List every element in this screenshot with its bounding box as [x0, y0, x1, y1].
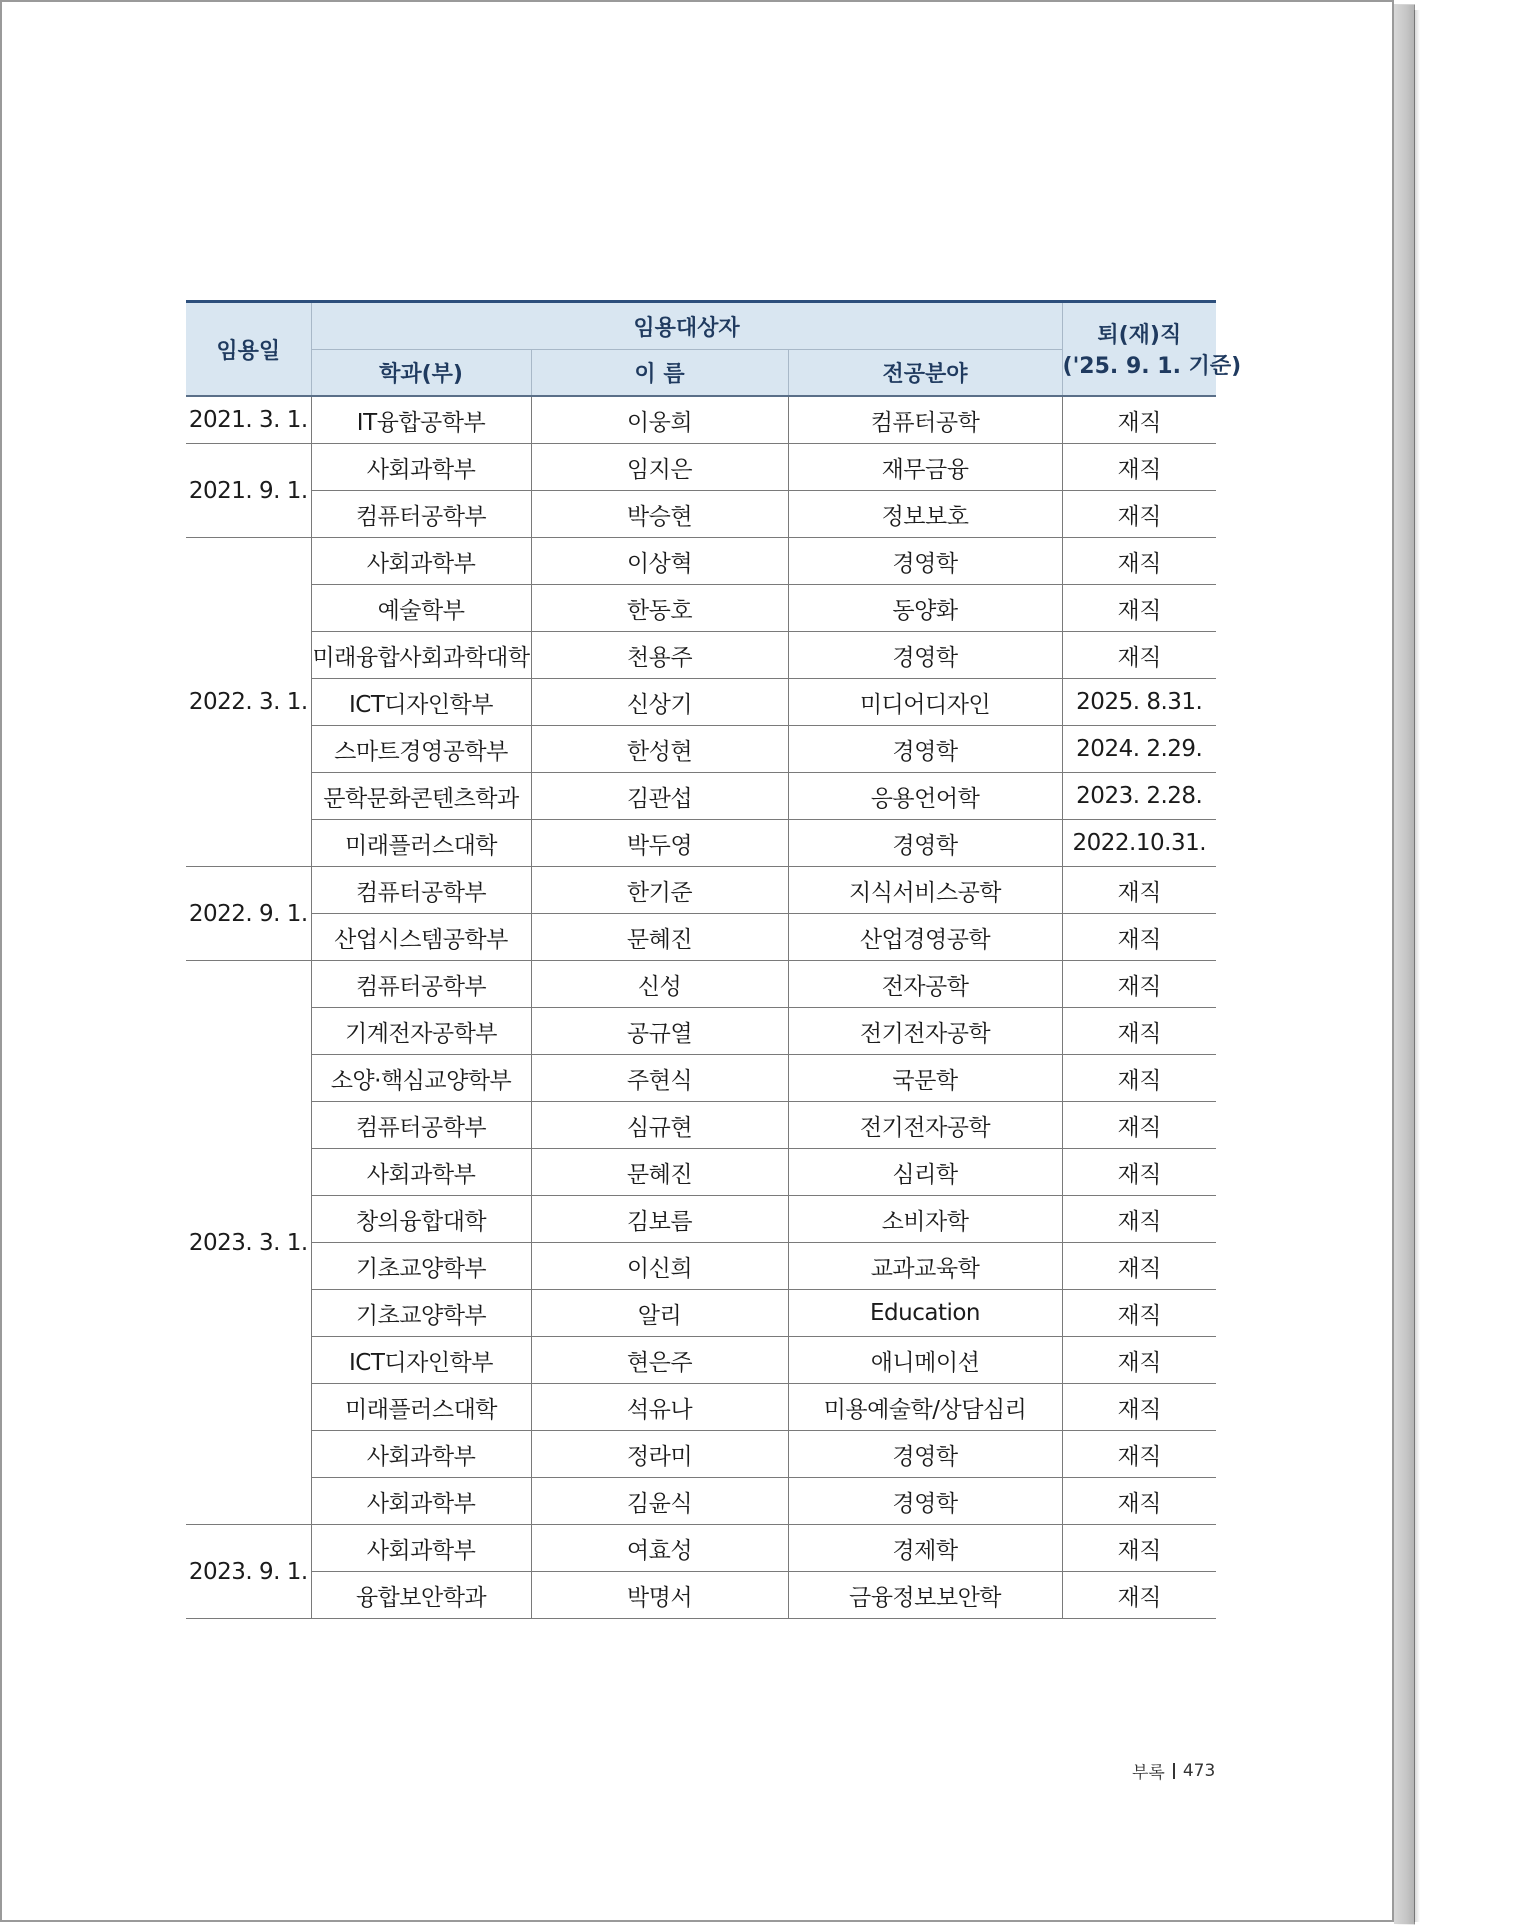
- cell-department: 기계전자공학부: [311, 1008, 531, 1055]
- table-body: [186, 396, 1216, 1619]
- appointment-table: [186, 300, 1242, 1619]
- cell-name: 한기준: [531, 867, 788, 914]
- cell-field: Education: [788, 1290, 1062, 1337]
- table-row: [186, 1243, 1216, 1290]
- cell-department: 사회과학부: [311, 1149, 531, 1196]
- cell-field: 심리학: [788, 1149, 1062, 1196]
- table-row: [186, 1055, 1216, 1102]
- cell-name: 공규열: [531, 1008, 788, 1055]
- cell-appointment-date: 2021. 3. 1.: [186, 396, 311, 444]
- cell-status: 2025. 8.31.: [1062, 679, 1216, 726]
- page-shadow: [1414, 10, 1420, 1922]
- cell-field: 경제학: [788, 1525, 1062, 1572]
- table-row: [186, 773, 1216, 820]
- table-row: [186, 914, 1216, 961]
- cell-status: 재직: [1062, 1337, 1216, 1384]
- table-row: [186, 444, 1216, 491]
- cell-status: 재직: [1062, 1008, 1216, 1055]
- cell-department: 기초교양학부: [311, 1243, 531, 1290]
- header-department: 학과(부): [311, 350, 531, 397]
- cell-status: 재직: [1062, 1102, 1216, 1149]
- cell-name: 알리: [531, 1290, 788, 1337]
- cell-field: 경영학: [788, 632, 1062, 679]
- cell-status: 2022.10.31.: [1062, 820, 1216, 867]
- cell-field: 경영학: [788, 820, 1062, 867]
- page-footer: [1132, 1758, 1215, 1783]
- cell-appointment-date: 2022. 3. 1.: [186, 538, 311, 867]
- cell-department: 창의융합대학: [311, 1196, 531, 1243]
- cell-department: 컴퓨터공학부: [311, 1102, 531, 1149]
- cell-name: 한성현: [531, 726, 788, 773]
- cell-department: 사회과학부: [311, 444, 531, 491]
- cell-field: 전자공학: [788, 961, 1062, 1008]
- cell-status: 재직: [1062, 867, 1216, 914]
- cell-name: 김윤식: [531, 1478, 788, 1525]
- header-status: [1062, 302, 1242, 397]
- cell-department: 스마트경영공학부: [311, 726, 531, 773]
- cell-status: 재직: [1062, 1478, 1216, 1525]
- cell-name: 이웅희: [531, 396, 788, 444]
- cell-department: 사회과학부: [311, 538, 531, 585]
- cell-name: 신성: [531, 961, 788, 1008]
- cell-field: 응용언어학: [788, 773, 1062, 820]
- table-row: [186, 538, 1216, 585]
- cell-name: 이상혁: [531, 538, 788, 585]
- cell-field: 경영학: [788, 726, 1062, 773]
- table-row: [186, 1384, 1216, 1431]
- cell-appointment-date: 2021. 9. 1.: [186, 444, 311, 538]
- cell-status: 재직: [1062, 491, 1216, 538]
- table-row: [186, 491, 1216, 538]
- cell-field: 정보보호: [788, 491, 1062, 538]
- table-row: [186, 1196, 1216, 1243]
- cell-status: 2023. 2.28.: [1062, 773, 1216, 820]
- cell-name: 박명서: [531, 1572, 788, 1619]
- cell-field: 교과교육학: [788, 1243, 1062, 1290]
- table-row: [186, 867, 1216, 914]
- cell-field: 미용예술학/상담심리: [788, 1384, 1062, 1431]
- cell-department: 산업시스템공학부: [311, 914, 531, 961]
- cell-department: 미래플러스대학: [311, 1384, 531, 1431]
- cell-field: 경영학: [788, 1478, 1062, 1525]
- cell-field: 전기전자공학: [788, 1102, 1062, 1149]
- cell-status: 재직: [1062, 1055, 1216, 1102]
- footer-section: 부록: [1132, 1763, 1165, 1783]
- table-row: [186, 679, 1216, 726]
- footer-divider: [1173, 1763, 1175, 1779]
- table-header: [186, 302, 1242, 397]
- cell-field: 동양화: [788, 585, 1062, 632]
- header-status-line1: 퇴(재)직: [1097, 323, 1182, 348]
- cell-field: 컴퓨터공학: [788, 396, 1062, 444]
- header-date: 임용일: [186, 302, 311, 397]
- cell-department: 예술학부: [311, 585, 531, 632]
- cell-appointment-date: 2023. 9. 1.: [186, 1525, 311, 1619]
- table-row: [186, 961, 1216, 1008]
- cell-field: 금융정보보안학: [788, 1572, 1062, 1619]
- cell-name: 문혜진: [531, 1149, 788, 1196]
- table-row: [186, 1525, 1216, 1572]
- cell-name: 문혜진: [531, 914, 788, 961]
- cell-name: 여효성: [531, 1525, 788, 1572]
- cell-name: 심규현: [531, 1102, 788, 1149]
- cell-name: 신상기: [531, 679, 788, 726]
- cell-status: 2024. 2.29.: [1062, 726, 1216, 773]
- cell-department: 컴퓨터공학부: [311, 961, 531, 1008]
- table-row: [186, 1431, 1216, 1478]
- cell-field: 애니메이션: [788, 1337, 1062, 1384]
- cell-status: 재직: [1062, 444, 1216, 491]
- cell-department: 사회과학부: [311, 1478, 531, 1525]
- cell-department: 융합보안학과: [311, 1572, 531, 1619]
- cell-department: 미래플러스대학: [311, 820, 531, 867]
- table-row: [186, 1337, 1216, 1384]
- cell-status: 재직: [1062, 1149, 1216, 1196]
- table-row: [186, 585, 1216, 632]
- cell-department: IT융합공학부: [311, 396, 531, 444]
- header-name: 이 름: [531, 350, 788, 397]
- cell-name: 주현식: [531, 1055, 788, 1102]
- table-row: [186, 726, 1216, 773]
- page-stack-edge: [1394, 4, 1415, 1924]
- table-row: [186, 1149, 1216, 1196]
- cell-department: 기초교양학부: [311, 1290, 531, 1337]
- cell-department: 컴퓨터공학부: [311, 867, 531, 914]
- cell-status: 재직: [1062, 538, 1216, 585]
- cell-status: 재직: [1062, 396, 1216, 444]
- cell-name: 천용주: [531, 632, 788, 679]
- cell-department: 컴퓨터공학부: [311, 491, 531, 538]
- cell-appointment-date: 2022. 9. 1.: [186, 867, 311, 961]
- header-status-line2: ('25. 9. 1. 기준): [1062, 354, 1242, 379]
- table-row: [186, 1290, 1216, 1337]
- table-row: [186, 1102, 1216, 1149]
- cell-name: 김관섭: [531, 773, 788, 820]
- header-appointee-group: 임용대상자: [311, 302, 1062, 350]
- cell-name: 정라미: [531, 1431, 788, 1478]
- header-field: 전공분야: [788, 350, 1062, 397]
- cell-field: 산업경영공학: [788, 914, 1062, 961]
- cell-status: 재직: [1062, 1572, 1216, 1619]
- cell-status: 재직: [1062, 585, 1216, 632]
- cell-field: 미디어디자인: [788, 679, 1062, 726]
- cell-status: 재직: [1062, 1431, 1216, 1478]
- cell-status: 재직: [1062, 1525, 1216, 1572]
- cell-field: 경영학: [788, 538, 1062, 585]
- table-row: [186, 632, 1216, 679]
- cell-department: 미래융합사회과학대학: [311, 632, 531, 679]
- cell-status: 재직: [1062, 961, 1216, 1008]
- cell-department: ICT디자인학부: [311, 679, 531, 726]
- table-row: [186, 396, 1216, 444]
- cell-status: 재직: [1062, 914, 1216, 961]
- cell-field: 경영학: [788, 1431, 1062, 1478]
- cell-department: 소양·핵심교양학부: [311, 1055, 531, 1102]
- cell-department: 사회과학부: [311, 1525, 531, 1572]
- cell-field: 소비자학: [788, 1196, 1062, 1243]
- table-row: [186, 1572, 1216, 1619]
- table-row: [186, 1478, 1216, 1525]
- cell-department: ICT디자인학부: [311, 1337, 531, 1384]
- cell-name: 임지은: [531, 444, 788, 491]
- cell-name: 현은주: [531, 1337, 788, 1384]
- cell-field: 재무금융: [788, 444, 1062, 491]
- cell-department: 문학문화콘텐츠학과: [311, 773, 531, 820]
- cell-name: 이신희: [531, 1243, 788, 1290]
- cell-status: 재직: [1062, 1384, 1216, 1431]
- cell-field: 국문학: [788, 1055, 1062, 1102]
- cell-name: 석유나: [531, 1384, 788, 1431]
- cell-field: 지식서비스공학: [788, 867, 1062, 914]
- cell-status: 재직: [1062, 1290, 1216, 1337]
- cell-department: 사회과학부: [311, 1431, 531, 1478]
- page-number: 473: [1182, 1760, 1216, 1781]
- cell-appointment-date: 2023. 3. 1.: [186, 961, 311, 1525]
- cell-name: 박두영: [531, 820, 788, 867]
- table-row: [186, 1008, 1216, 1055]
- cell-name: 김보름: [531, 1196, 788, 1243]
- cell-status: 재직: [1062, 1196, 1216, 1243]
- cell-status: 재직: [1062, 632, 1216, 679]
- cell-status: 재직: [1062, 1243, 1216, 1290]
- cell-name: 한동호: [531, 585, 788, 632]
- table-row: [186, 820, 1216, 867]
- cell-name: 박승현: [531, 491, 788, 538]
- cell-field: 전기전자공학: [788, 1008, 1062, 1055]
